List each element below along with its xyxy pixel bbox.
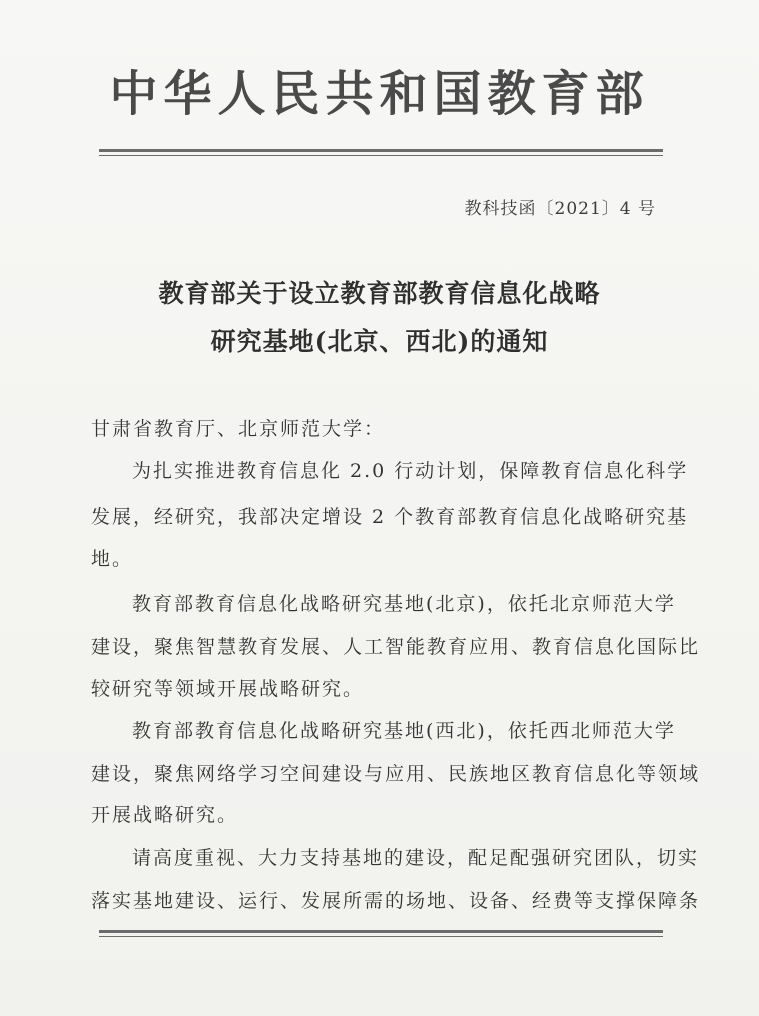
paragraph-3-line-2: 建设，聚焦网络学习空间建设与应用、民族地区教育信息化等领域: [91, 763, 701, 785]
paragraph-2-line-1: 教育部教育信息化战略研究基地(北京)，依托北京师范大学: [132, 593, 676, 615]
ministry-header-title: 中华人民共和国教育部: [109, 66, 650, 122]
document-number: 教科技函〔2021〕4 号: [464, 199, 656, 219]
addressee-line: 甘肃省教育厅、北京师范大学：: [91, 418, 386, 440]
paragraph-1-line-3: 地。: [91, 548, 134, 570]
footer-rule-bottom: [99, 936, 663, 937]
paragraph-4-line-2: 落实基地建设、运行、发展所需的场地、设备、经费等支撑保障条: [91, 890, 701, 912]
paragraph-1-line-1: 为扎实推进教育信息化 2.0 行动计划，保障教育信息化科学: [132, 460, 689, 482]
paragraph-4-line-1: 请高度重视、大力支持基地的建设，配足配强研究团队，切实: [132, 847, 700, 869]
paragraph-2-line-3: 较研究等领域开展战略研究。: [91, 678, 365, 700]
paragraph-1-line-2: 发展，经研究，我部决定增设 2 个教育部教育信息化战略研究基: [91, 506, 689, 528]
paragraph-3-line-3: 开展战略研究。: [91, 804, 239, 826]
document-title-line-1: 教育部关于设立教育部教育信息化战略: [158, 279, 601, 308]
paragraph-3-line-1: 教育部教育信息化战略研究基地(西北)，依托西北师范大学: [132, 720, 676, 742]
footer-rule-top: [99, 930, 663, 933]
header-rule-top: [99, 149, 663, 152]
header-rule-bottom: [99, 155, 663, 156]
document-title-line-2: 研究基地(北京、西北)的通知: [210, 327, 549, 356]
paragraph-2-line-2: 建设，聚焦智慧教育发展、人工智能教育应用、教育信息化国际比: [91, 636, 701, 658]
